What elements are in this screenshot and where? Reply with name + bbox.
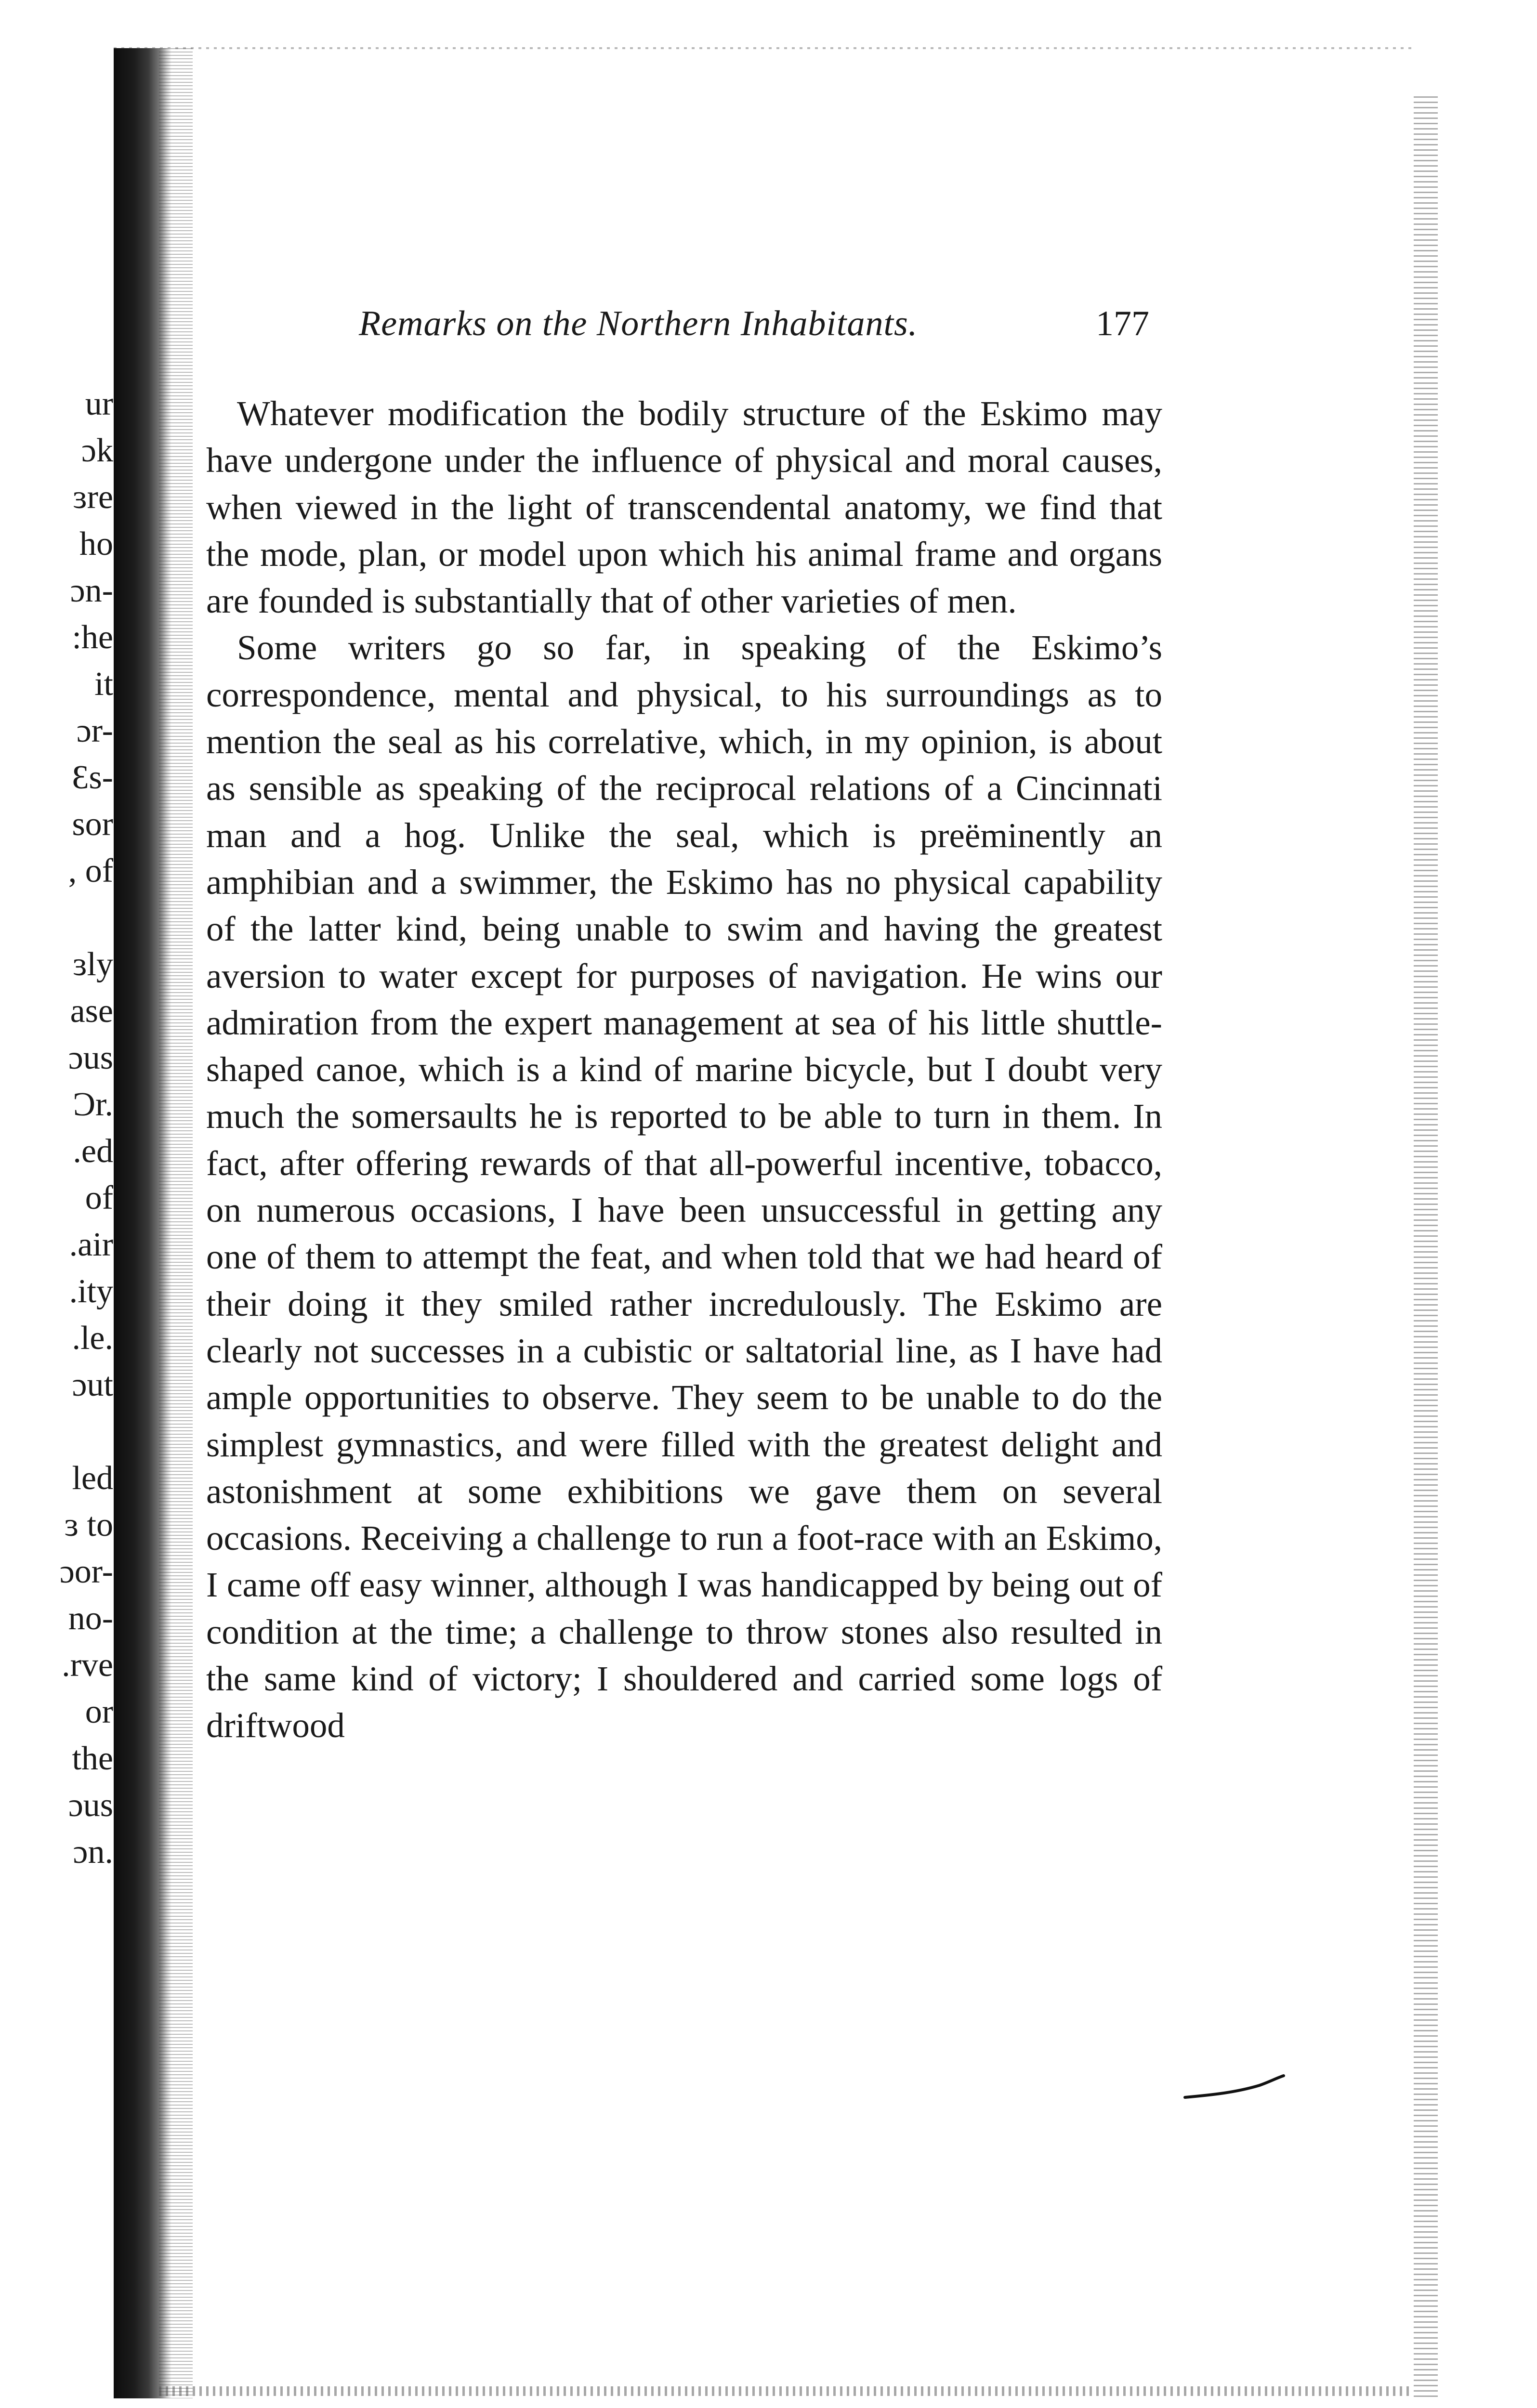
facing-page-fragment: of <box>85 1179 113 1217</box>
scan-top-edge <box>114 47 1414 49</box>
scan-right-edge <box>1414 96 1438 2398</box>
facing-page-fragment: Ɛs- <box>72 759 113 796</box>
facing-page-fragment: ɔn. <box>73 1833 113 1871</box>
scan-bottom-edge <box>159 2386 1411 2396</box>
page-body <box>206 390 1162 1749</box>
facing-page-fragment: or <box>85 1693 113 1730</box>
facing-page-fragment: ɜly <box>73 946 113 983</box>
facing-page-fragment: .ity <box>69 1273 113 1310</box>
facing-page-fragment <box>0 894 113 941</box>
facing-page-fragment: led <box>72 1460 113 1497</box>
facing-page-fragment: ur <box>85 385 113 422</box>
facing-page-fragment: ɔus <box>68 1787 113 1824</box>
facing-page-fragment: ɔn- <box>70 572 113 609</box>
binding-gutter-texture <box>159 48 193 2398</box>
facing-page-fragment: ɜ to <box>64 1506 113 1544</box>
pen-stroke-mark <box>1182 2073 1288 2102</box>
facing-page-fragment: :he <box>72 619 113 656</box>
facing-page-fragment: , of <box>68 852 113 890</box>
facing-page-fragment: ɔr- <box>76 712 113 749</box>
facing-page-fragment: .le. <box>72 1320 113 1357</box>
facing-page-fragment: ɔor- <box>59 1553 113 1590</box>
paragraph-1: Whatever modification the bodily structure of the Eskimo may have undergone under the influence of physical and moral causes, when viewed in the light of transcendental anatomy, we find that the mode, plan, or model upon which his animal frame and organs are founded is substantially that of other varieties of men. <box>206 394 1162 621</box>
facing-page-fragment: ɔk <box>81 432 113 469</box>
facing-page-fragment: Ɔr. <box>73 1086 113 1123</box>
facing-page-fragment: .ed <box>73 1133 113 1170</box>
paragraph-2: Some writers go so far, in speaking of the Eskimo’s correspondence, mental and physical, to his surroundings as to mention the seal as his correlative, which, in my opinion, is about as sensible as speaking of the reciprocal relations of a Cincinnati man and a hog. Unlike the seal, which is preëminently an amphibian and a swimmer, the Eskimo has no physical capability of the latter kind, being unable to swim and having the greatest aversion to water except for purposes of navigation. He wins our admiration from the expert management at sea of his little shuttle-shaped canoe, which is a kind of marine bicycle, but I doubt very much the somersaults he is reported to be able to turn in them. In fact, after offering rewards of that all-powerful incentive, tobacco, on numerous occasions, I have been unsuccessful in getting any one of them to attempt the feat, and when told that we had heard of their doing it they smiled rather incredulously. The Eskimo are clearly not successes in a cubistic or saltatorial line, as I have had ample opportunities to observe. They seem to be unable to do the simplest gymnastics, and were filled with the greatest delight and astonishment at some exhibitions we gave them on several occasions. Receiving a challenge to run a foot-race with an Eskimo, I came off easy winner, although I was handicapped by being out of condition at the time; a challenge to throw stones also resulted in the same kind of victory; I shouldered and carried some logs of driftwood <box>206 628 1162 1745</box>
facing-page-fragment: ɔus <box>68 1039 113 1076</box>
facing-page-fragment: ase <box>70 993 113 1030</box>
running-title: Remarks on the Northern Inhabitants. <box>359 304 918 343</box>
facing-page-fragment: ɜre <box>73 479 113 516</box>
facing-page-fragments <box>0 380 113 1875</box>
facing-page-fragment: sor <box>72 806 113 843</box>
facing-page-fragment: no- <box>68 1600 113 1637</box>
facing-page-fragment: .air <box>69 1226 113 1263</box>
facing-page-fragment: .rve <box>62 1647 113 1684</box>
facing-page-fragment: it <box>94 666 113 703</box>
facing-page-fragment <box>0 1408 113 1455</box>
facing-page-fragment: ɔut <box>72 1366 113 1403</box>
facing-page-fragment: ho <box>79 525 113 563</box>
facing-page-fragment: the <box>72 1740 113 1777</box>
page-number: 177 <box>1096 304 1149 343</box>
